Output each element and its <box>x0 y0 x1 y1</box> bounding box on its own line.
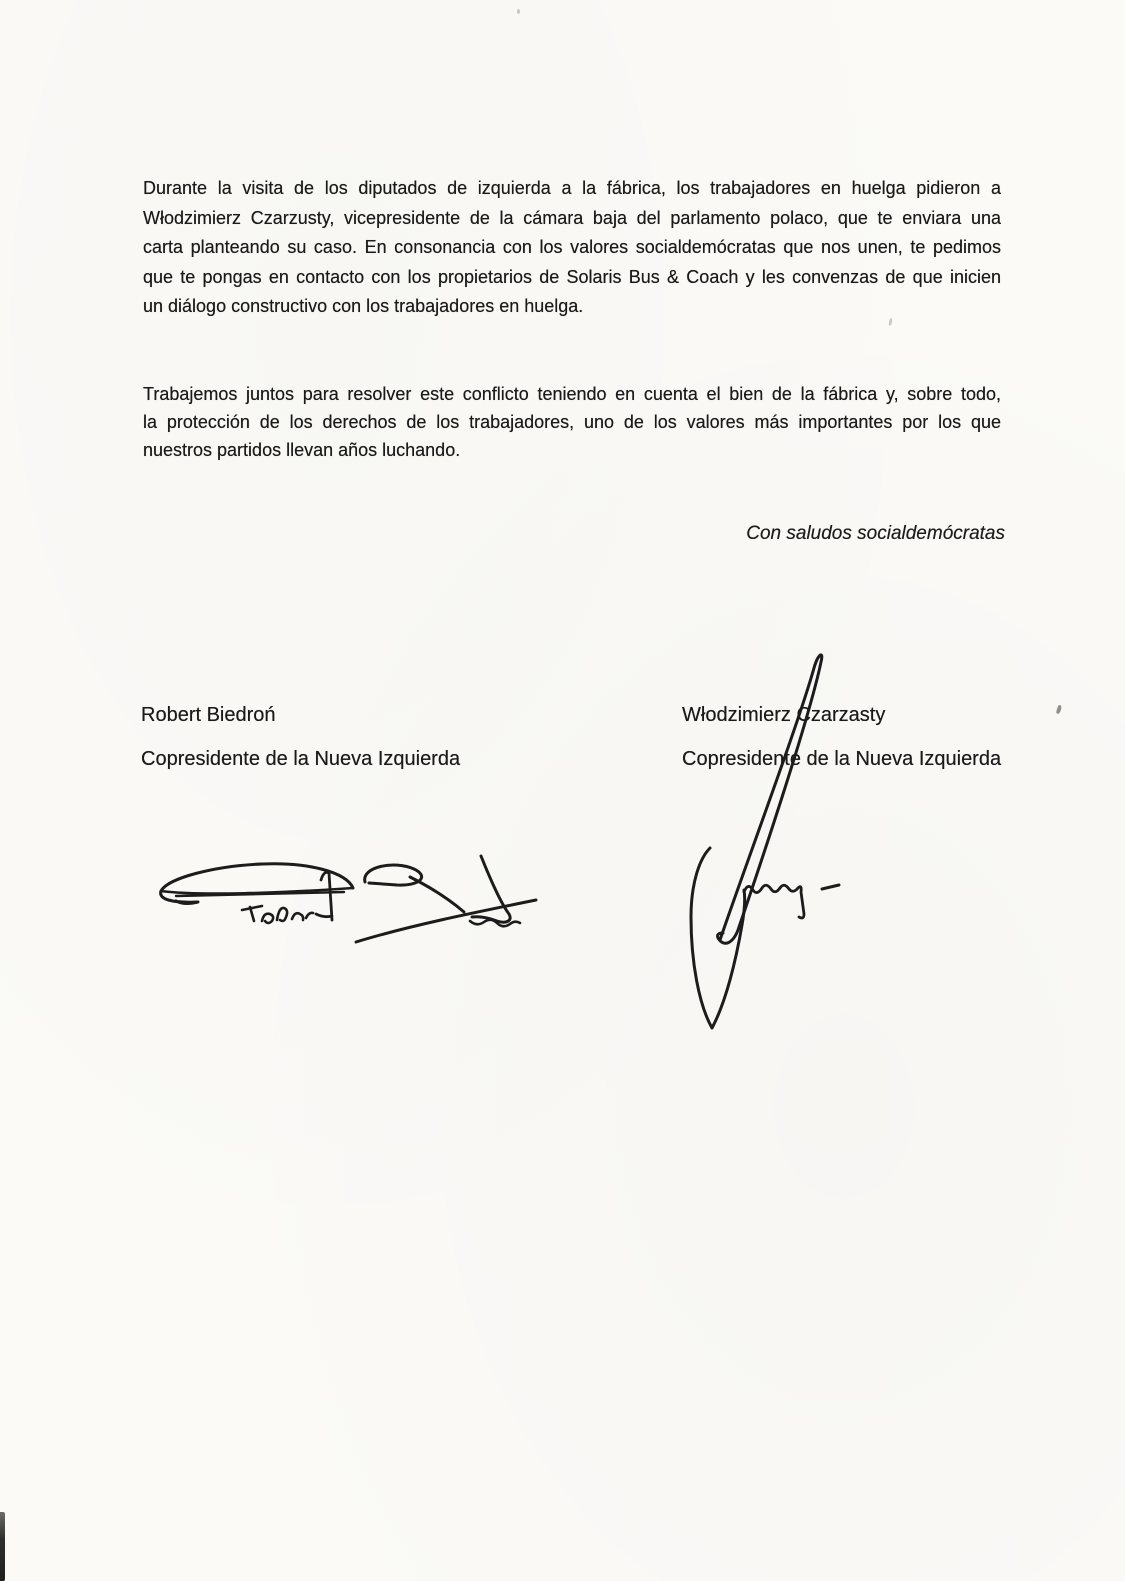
paragraph-2-line-3: nuestros partidos llevan años luchando. <box>143 440 461 460</box>
paragraph-1-line-4: que te pongas en contacto con los propietarios de Solaris Bus & Coach y les convenzas de que inicien <box>143 266 1001 287</box>
signature-wlodzimierz-czarzasty-icon <box>650 630 950 1050</box>
paragraph-1-line-2: Włodzimierz Czarzusty, vicepresidente de la cámara baja del parlamento polaco, que te enviara una <box>143 207 1001 228</box>
paragraph-2-line-1: Trabajemos juntos para resolver este conflicto teniendo en cuenta el bien de la fábrica y, sobre todo, <box>143 384 1001 404</box>
signature-robert-biedron-icon <box>140 820 560 960</box>
scan-speck-top <box>517 9 520 14</box>
scan-edge-artifact <box>0 1512 5 1581</box>
paragraph-1-line-1: Durante la visita de los diputados de izquierda a la fábrica, los trabajadores en huelga pidieron a <box>143 178 1001 198</box>
letter-paragraph-1 <box>143 174 1001 322</box>
paragraph-1-line-3: carta planteando su caso. En consonancia con los valores socialdemócratas que nos unen, te pedimos <box>143 237 1001 257</box>
signer-right-title: Copresidente de la Nueva Izquierda <box>682 748 1002 770</box>
signer-left-name: Robert Biedroń <box>141 704 276 726</box>
scan-speck-middle <box>888 318 893 326</box>
letter-paragraph-2 <box>143 380 1001 464</box>
paragraph-2-line-2: la protección de los derechos de los trabajadores, uno de los valores más importantes por los que <box>143 412 1001 432</box>
signer-right-name: Włodzimierz Czarzasty <box>682 704 886 726</box>
scan-speck-right <box>1056 705 1063 715</box>
closing-salutation: Con saludos socialdemócratas <box>746 523 1005 544</box>
paragraph-1-line-5: un diálogo constructivo con los trabajadores en huelga. <box>143 296 584 316</box>
signer-left-title: Copresidente de la Nueva Izquierda <box>141 748 461 770</box>
